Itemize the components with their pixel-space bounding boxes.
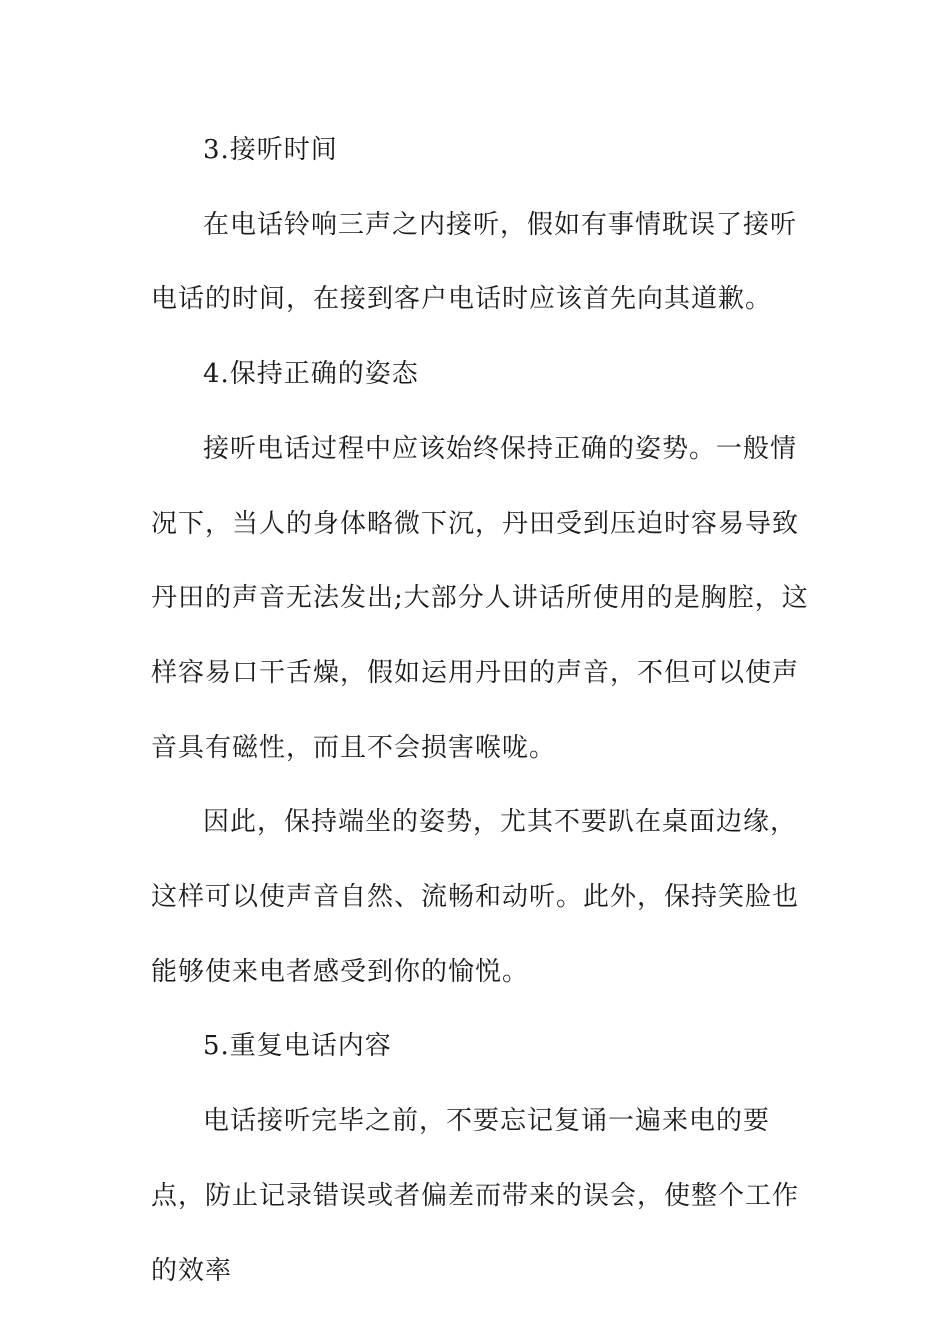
section-heading-5: 5.重复电话内容 — [203, 1031, 392, 1062]
section-heading-4: 4.保持正确的姿态 — [203, 359, 419, 390]
document-body — [151, 113, 811, 1308]
paragraph: 因此，保持端坐的姿势，尤其不要趴在桌面边缘，这样可以使声音自然、流畅和动听。此外，保持笑脸也能够使来电者感受到你的愉悦。 — [151, 807, 800, 987]
paragraph: 在电话铃响三声之内接听，假如有事情耽误了接听电话的时间，在接到客户电话时应该首先向其道歉。 — [151, 209, 798, 315]
paragraph: 接听电话过程中应该始终保持正确的姿势。一般情况下，当人的身体略微下沉，丹田受到压迫时容易导致丹田的声音无法发出;大部分人讲话所使用的是胸腔，这样容易口干舌燥，假如运用丹田的声音，不但可以使声音具有磁性，而且不会损害喉咙。 — [151, 433, 809, 763]
paragraph: 电话接听完毕之前，不要忘记复诵一遍来电的要点，防止记录错误或者偏差而带来的误会，使整个工作的效率 — [151, 1106, 800, 1286]
section-heading-3: 3.接听时间 — [203, 135, 338, 165]
